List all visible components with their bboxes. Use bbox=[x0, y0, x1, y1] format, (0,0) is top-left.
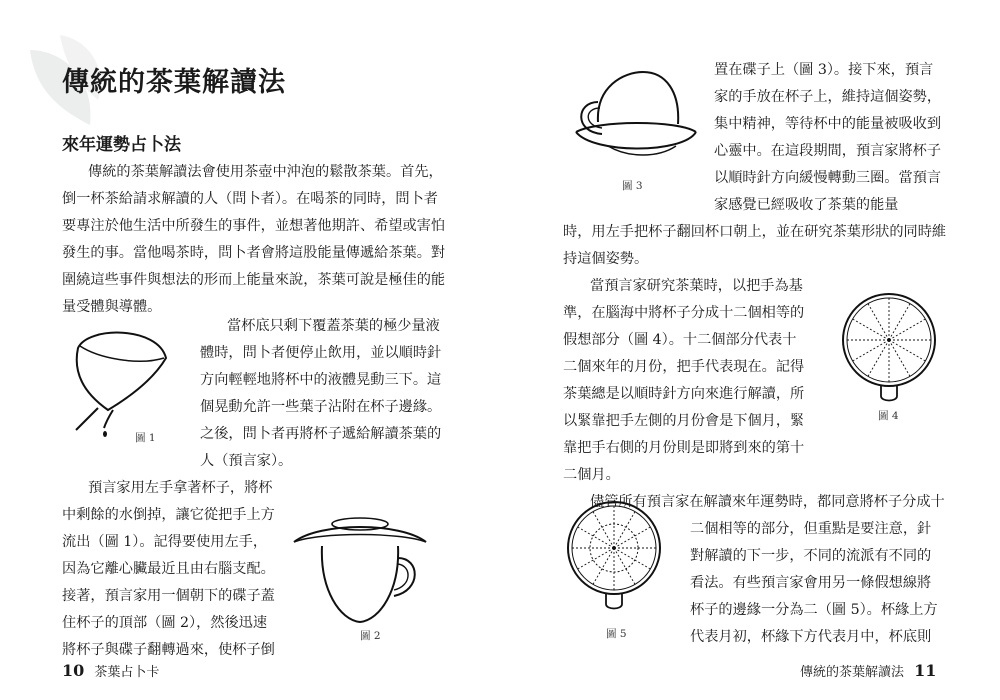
text-line: 因為它離心臟最近且由右腦支配。 bbox=[62, 561, 275, 577]
text-line: 二個來年的月份，把手代表現在。記得 bbox=[563, 359, 805, 375]
text-line: 對解讀的下一步，不同的流派有不同的 bbox=[690, 548, 932, 564]
text-line: 預言家用左手拿著杯子，將杯 bbox=[88, 480, 273, 496]
figure-3-caption: 圖 3 bbox=[622, 180, 643, 192]
figure-5-sections-with-rim-line bbox=[562, 496, 672, 626]
text-line: 發生的事。當他喝茶時，問卜者會將這股能量傳遞給茶葉。對 bbox=[62, 245, 446, 261]
text-line: 中剩餘的水倒掉，讓它從把手上方 bbox=[62, 507, 275, 523]
text-line: 代表月初，杯緣下方代表月中，杯底則 bbox=[690, 629, 932, 645]
section-heading: 來年運勢占卜法 bbox=[62, 135, 181, 155]
text-line: 家感覺已經吸收了茶葉的能量 bbox=[714, 197, 899, 213]
chapter-title: 傳統的茶葉解讀法 bbox=[62, 67, 286, 98]
page-number: 10 bbox=[62, 661, 85, 680]
text-line: 茶葉總是以順時針方向來進行解讀，所 bbox=[563, 386, 805, 402]
text-line: 以緊靠把手左側的月份會是下個月，緊 bbox=[563, 413, 805, 429]
text-line: 要專注於他生活中所發生的事件，並想著他期許、希望或害怕 bbox=[62, 218, 446, 234]
text-line: 接著，預言家用一個朝下的碟子蓋 bbox=[62, 588, 275, 604]
text-line: 體時，問卜者便停止飲用，並以順時針 bbox=[200, 345, 442, 361]
running-title: 茶葉占卜卡 bbox=[94, 665, 160, 680]
figure-5-caption: 圖 5 bbox=[606, 628, 627, 640]
text-line: 之後，問卜者再將杯子遞給解讀茶葉的 bbox=[200, 426, 442, 442]
figure-2-caption: 圖 2 bbox=[360, 630, 381, 642]
page-number: 11 bbox=[914, 661, 937, 680]
text-line: 靠把手右側的月份則是即將到來的第十 bbox=[563, 440, 805, 456]
text-line: 流出（圖 1）。記得要使用左手， bbox=[62, 534, 268, 550]
text-line: 量受體與導體。 bbox=[62, 299, 162, 315]
figure-1-pouring-cup bbox=[58, 318, 178, 438]
text-line: 人（預言家）。 bbox=[200, 453, 293, 469]
text-line: 集中精神，等待杯中的能量被吸收到 bbox=[714, 116, 942, 132]
right-footer bbox=[800, 661, 942, 680]
figure-4-caption: 圖 4 bbox=[878, 410, 899, 422]
text-line: 二個相等的部分，但重點是要注意，針 bbox=[690, 521, 932, 537]
running-title: 傳統的茶葉解讀法 bbox=[800, 665, 905, 680]
text-line: 方向輕輕地將杯中的液體晃動三下。這 bbox=[200, 372, 442, 388]
text-line: 家的手放在杯子上，維持這個姿勢， bbox=[714, 89, 942, 105]
text-line: 將杯子與碟子翻轉過來，使杯子倒 bbox=[62, 642, 275, 658]
left-footer bbox=[62, 661, 159, 680]
text-line: 杯子的邊緣一分為二（圖 5）。杯緣上方 bbox=[690, 602, 938, 618]
text-line: 時，用左手把杯子翻回杯口朝上，並在研究茶葉形狀的同時維 bbox=[563, 224, 947, 240]
text-line: 心靈中。在這段期間，預言家將杯子 bbox=[714, 143, 942, 159]
text-line: 個晃動允許一些葉子沾附在杯子邊緣。 bbox=[200, 399, 442, 415]
text-line: 當預言家研究茶葉時，以把手為基 bbox=[590, 278, 803, 294]
text-line: 儘管所有預言家在解讀來年運勢時，都同意將杯子分成十 bbox=[590, 494, 945, 510]
text-line: 圍繞這些事件與想法的形而上能量來說，茶葉可說是極佳的能 bbox=[62, 272, 446, 288]
text-line: 以順時針方向緩慢轉動三圈。當預言 bbox=[714, 170, 942, 186]
figure-2-cup-with-saucer bbox=[290, 500, 430, 630]
text-line: 準，在腦海中將杯子分成十二個相等的 bbox=[563, 305, 805, 321]
text-line: 置在碟子上（圖 3）。接下來，預言 bbox=[714, 62, 934, 78]
text-line: 住杯子的頂部（圖 2），然後迅速 bbox=[62, 615, 268, 631]
text-line: 二個月。 bbox=[563, 467, 620, 483]
text-line: 持這個姿勢。 bbox=[563, 251, 649, 267]
text-line: 傳統的茶葉解讀法會使用茶壺中沖泡的鬆散茶葉。首先， bbox=[88, 164, 443, 180]
text-line: 當杯底只剩下覆蓋茶葉的極少量液 bbox=[227, 318, 440, 334]
figure-1-caption: 圖 1 bbox=[135, 432, 156, 444]
text-line: 看法。有些預言家會用另一條假想線將 bbox=[690, 575, 932, 591]
figure-4-twelve-sections bbox=[834, 288, 944, 418]
text-line: 倒一杯茶給請求解讀的人（問卜者）。在喝茶的同時，問卜者 bbox=[62, 191, 438, 207]
figure-3-inverted-cup-on-saucer bbox=[568, 62, 698, 172]
text-line: 假想部分（圖 4）。十二個部分代表十 bbox=[563, 332, 797, 348]
